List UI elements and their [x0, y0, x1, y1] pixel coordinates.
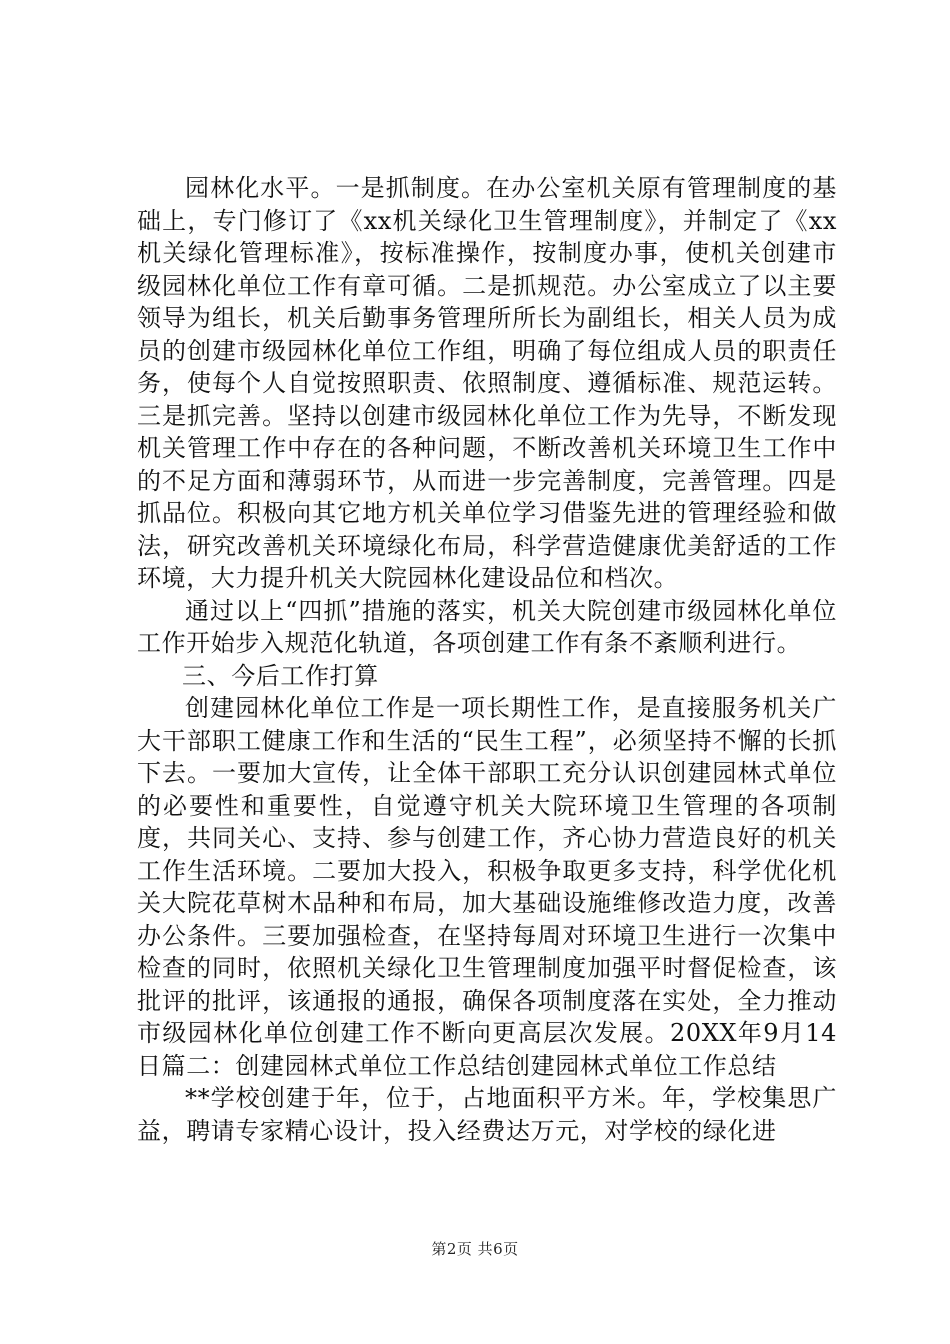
document-body [137, 172, 837, 1147]
paragraph-school-intro: **学校创建于年，位于，占地面积平方米。年，学校集思广益，聘请专家精心设计，投入经费达万元，对学校的绿化进 [137, 1084, 837, 1145]
paragraph-four-measures-result: 通过以上“四抓”措施的落实，机关大院创建市级园林化单位工作开始步入规范化轨道，各项创建工作有条不紊顺利进行。 [137, 596, 837, 657]
paragraph-gardening-measures: 园林化水平。一是抓制度。在办公室机关原有管理制度的基础上，专门修订了《xx机关绿化卫生管理制度》，并制定了《xx机关绿化管理标准》，按标准操作，按制度办事，使机关创建市级园林化单位工作有章可循。二是抓规范。办公室成立了以主要领导为组长，机关后勤事务管理所所长为副组长，相关人员为成员的创建市级园林化单位工作组，明确了每位组成人员的职责任务，使每个人自觉按照职责、依照制度、遵循标准、规范运转。三是抓完善。坚持以创建市级园林化单位工作为先导，不断发现机关管理工作中存在的各种问题，不断改善机关环境卫生工作中的不足方面和薄弱环节，从而进一步完善制度，完善管理。四是抓品位。积极向其它地方机关单位学习借鉴先进的管理经验和做法，研究改善机关环境绿化布局，科学营造健康优美舒适的工作环境，大力提升机关大院园林化建设品位和档次。 [137, 174, 837, 592]
paragraph-future-plans: 创建园林化单位工作是一项长期性工作，是直接服务机关广大干部职工健康工作和生活的“民生工程”，必须坚持不懈的长抓下去。一要加大宣传，让全体干部职工充分认识创建园林式单位的必要性和重要性，自觉遵守机关大院环境卫生管理的各项制度，共同关心、支持、参与创建工作，齐心协力营造良好的机关工作生活环境。二要加大投入，积极争取更多支持，科学优化机关大院花草树木品种和布局，加大基础设施维修改造力度，改善办公条件。三要加强检查，在坚持每周对环境卫生进行一次集中检查的同时，依照机关绿化卫生管理制度加强平时督促检查，该批评的批评，该通报的通报，确保各项制度落在实处，全力推动市级园林化单位创建工作不断向更高层次发展。20XX年9月14日篇二：创建园林式单位工作总结创建园林式单位工作总结 [137, 694, 837, 1080]
page-number-indicator: 第2页 共6页 [431, 1240, 519, 1258]
page-footer [0, 1238, 950, 1259]
section-heading-future-plans: 三、今后工作打算 [182, 661, 379, 690]
